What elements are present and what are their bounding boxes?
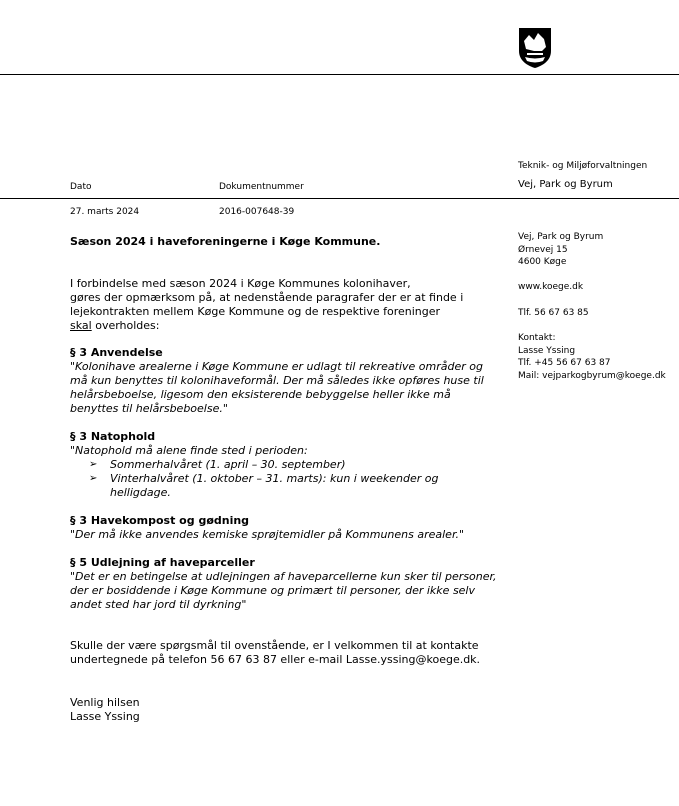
natophold-intro: "Natophold må alene finde sted i perioden: — [70, 444, 308, 457]
intro-line: gøres der opmærksom på, at nedenstående paragrafer der er at finde i — [70, 291, 464, 304]
letter-title: Sæson 2024 i haveforeningerne i Køge Kommune. — [70, 235, 381, 248]
closing-paragraph — [70, 639, 520, 667]
contact-mail[interactable]: Mail: vejparkogbyrum@koege.dk — [518, 370, 666, 381]
koege-coat-of-arms-logo — [518, 27, 552, 69]
quote-line: benyttes til helårsbeboelse." — [70, 402, 228, 415]
header-rule-top — [0, 74, 679, 75]
header-rule-bottom — [0, 198, 679, 199]
quote-line: må kun benyttes til kolonihaveformål. Der må således ikke opføres huse til — [70, 374, 484, 387]
unit-label: Vej, Park og Byrum — [518, 179, 613, 190]
bullet-item: Sommerhalvåret (1. april – 30. september) — [110, 458, 346, 471]
intro-line-rest: overholdes: — [91, 319, 160, 332]
bullet-line: helligdage. — [110, 486, 171, 499]
intro-line: I forbindelse med sæson 2024 i Køge Kommunes kolonihaver, — [70, 277, 411, 290]
address-line: Vej, Park og Byrum — [518, 232, 604, 242]
department-label: Teknik- og Miljøforvaltningen — [518, 161, 648, 171]
contact-phone: Tlf. +45 56 67 63 87 — [518, 358, 611, 368]
contact-block — [518, 332, 678, 382]
arrow-bullet-icon: ➢ — [89, 459, 98, 470]
bullet-item — [110, 472, 438, 500]
sidebar — [518, 231, 678, 269]
greeting: Venlig hilsen — [70, 696, 140, 709]
docnum-label: Dokumentnummer — [219, 182, 304, 192]
section-heading-natophold: § 3 Natophold — [70, 430, 156, 443]
website-link[interactable]: www.koege.dk — [518, 282, 584, 292]
section-text-havekompost: "Der må ikke anvendes kemiske sprøjtemidler på Kommunens arealer." — [70, 528, 465, 541]
bullet-line: Vinterhalvåret (1. oktober – 31. marts): kun i weekender og — [110, 472, 439, 485]
quote-line: "Kolonihave arealerne i Køge Kommune er udlagt til rekreative områder og — [70, 360, 483, 373]
arrow-bullet-icon: ➢ — [89, 473, 98, 484]
phone-number: Tlf. 56 67 63 85 — [518, 308, 589, 318]
contact-label: Kontakt: — [518, 333, 556, 343]
quote-line: "Det er en betingelse at udlejningen af haveparcellerne kun sker til personer, — [70, 570, 497, 583]
intro-paragraph — [70, 277, 510, 333]
section-heading-anvendelse: § 3 Anvendelse — [70, 346, 163, 359]
address-line: 4600 Køge — [518, 257, 567, 267]
quote-line: andet sted har jord til dyrkning" — [70, 598, 247, 611]
contact-name: Lasse Yssing — [518, 345, 576, 356]
emphasis-word: skal — [70, 319, 92, 332]
quote-line: helårsbeboelse, ligesom den eksisterende bebyggelse heller ikke må — [70, 388, 451, 401]
intro-line — [70, 319, 510, 333]
section-heading-havekompost: § 3 Havekompost og gødning — [70, 514, 250, 527]
signature-name: Lasse Yssing — [70, 710, 140, 723]
date-value: 27. marts 2024 — [70, 207, 140, 217]
signoff — [70, 696, 140, 724]
closing-line: Skulle der være spørgsmål til ovenstående, er I velkommen til at kontakte — [70, 639, 479, 652]
intro-line: lejekontrakten mellem Køge Kommune og de respektive foreninger — [70, 305, 441, 318]
address-line: Ørnevej 15 — [518, 244, 568, 255]
docnum-value: 2016-007648-39 — [219, 207, 295, 217]
closing-line: undertegnede på telefon 56 67 63 87 eller e-mail Lasse.yssing@koege.dk. — [70, 653, 481, 666]
section-heading-udlejning: § 5 Udlejning af haveparceller — [70, 556, 255, 569]
date-label: Dato — [70, 182, 92, 192]
quote-line: der er bosiddende i Køge Kommune og primært til personer, der ikke selv — [70, 584, 476, 597]
section-text-udlejning — [70, 570, 520, 612]
section-text-anvendelse — [70, 360, 510, 416]
